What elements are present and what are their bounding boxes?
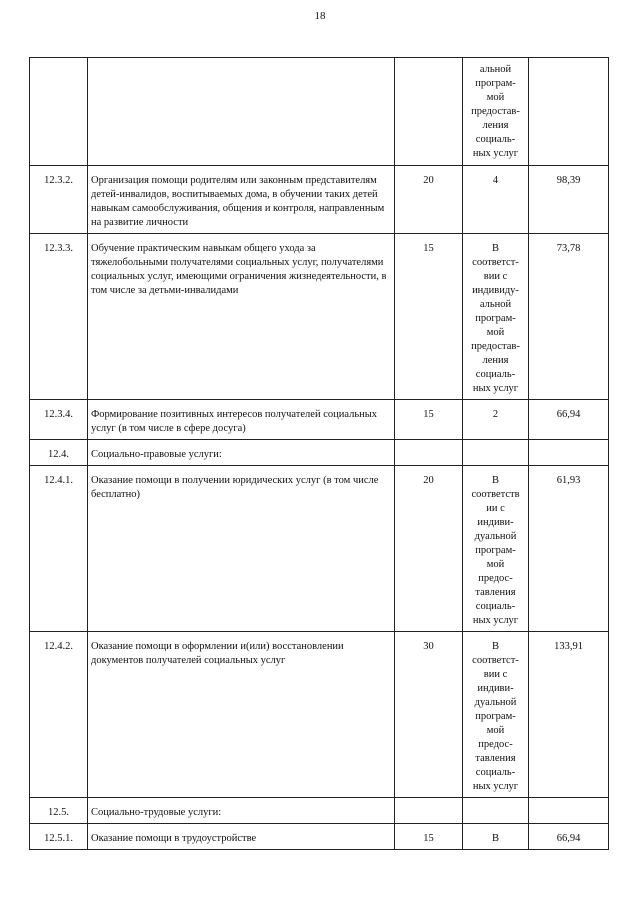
- cell-number-text: 12.3.4.: [44, 409, 73, 420]
- cell-norm: [395, 440, 463, 466]
- cell-number: [30, 234, 88, 400]
- cell-term: [463, 58, 529, 166]
- cell-term: [463, 400, 529, 440]
- cell-description-text: Социально-правовые услуги:: [91, 449, 222, 460]
- cell-term: [463, 466, 529, 632]
- cell-term: [463, 798, 529, 824]
- cell-price-text: 66,94: [556, 833, 581, 844]
- cell-description-text: Социально-трудовые услуги:: [91, 807, 222, 818]
- cell-price-text: 66,94: [556, 409, 581, 420]
- cell-norm-text: 15: [423, 833, 434, 844]
- cell-norm-text: 30: [423, 641, 434, 652]
- cell-number: [30, 166, 88, 234]
- cell-term: [463, 166, 529, 234]
- cell-description-text: Организация помощи родителям или законным представителям детей-инвалидов, воспитываемых дома, в обучении таких детей навыкам самообслуживания, общения и контроля, направленным на развитие личности: [91, 175, 385, 228]
- table-row: [30, 400, 609, 440]
- cell-number-text: 12.4.: [48, 449, 69, 460]
- cell-norm: [395, 632, 463, 798]
- table-row: [30, 798, 609, 824]
- cell-price: [529, 798, 609, 824]
- cell-norm: [395, 466, 463, 632]
- cell-norm: [395, 166, 463, 234]
- cell-term-text: В соответств ии с индиви- дуальной програм- мой предос- тавления социаль- ных услуг: [471, 475, 520, 626]
- cell-price-text: 73,78: [556, 243, 581, 254]
- cell-price-text: 98,39: [556, 175, 581, 186]
- cell-description: [88, 166, 395, 234]
- cell-norm: [395, 824, 463, 850]
- table-row: [30, 632, 609, 798]
- cell-description-text: Оказание помощи в оформлении и(или) восстановлении документов получателей социальных услуг: [91, 641, 344, 666]
- table-row: [30, 440, 609, 466]
- cell-description: [88, 824, 395, 850]
- cell-number: [30, 798, 88, 824]
- cell-term-text: 2: [492, 409, 499, 420]
- cell-price: [529, 824, 609, 850]
- cell-description: [88, 632, 395, 798]
- cell-term-text: В: [491, 833, 499, 844]
- cell-description: [88, 400, 395, 440]
- cell-number: [30, 440, 88, 466]
- cell-number-text: 12.4.2.: [44, 641, 73, 652]
- table-row: [30, 824, 609, 850]
- cell-description: [88, 798, 395, 824]
- cell-number-text: 12.3.2.: [44, 175, 73, 186]
- cell-number-text: 12.4.1.: [44, 475, 73, 486]
- cell-price: [529, 632, 609, 798]
- cell-price: [529, 166, 609, 234]
- cell-price: [529, 58, 609, 166]
- cell-price-text: 133,91: [554, 641, 583, 652]
- cell-number-text: 12.3.3.: [44, 243, 73, 254]
- table-row: [30, 466, 609, 632]
- term-text: альной програм- мой предостав- ления социаль- ных услуг: [471, 64, 520, 159]
- page-number: 18: [314, 10, 326, 22]
- cell-price-text: 61,93: [556, 475, 581, 486]
- table-row-continuation: [30, 58, 609, 166]
- cell-price: [529, 440, 609, 466]
- cell-norm: [395, 234, 463, 400]
- cell-description: [88, 440, 395, 466]
- cell-term: [463, 632, 529, 798]
- cell-price: [529, 400, 609, 440]
- cell-price: [529, 466, 609, 632]
- cell-norm-text: 15: [423, 409, 434, 420]
- cell-number: [30, 632, 88, 798]
- cell-number-text: 12.5.: [48, 807, 69, 818]
- cell-desc: [88, 58, 395, 166]
- cell-norm-text: 20: [423, 175, 434, 186]
- cell-term-text: 4: [492, 175, 499, 186]
- cell-term-text: В соответст- вии с индивиду- альной програм- мой предостав- ления социаль- ных услуг: [471, 243, 520, 394]
- cell-number-text: 12.5.1.: [44, 833, 73, 844]
- cell-norm: [395, 58, 463, 166]
- cell-term-text: В соответст- вии с индиви- дуальной програм- мой предос- тавления социаль- ных услуг: [472, 641, 519, 792]
- cell-description-text: Оказание помощи в получении юридических услуг (в том числе бесплатно): [91, 475, 379, 500]
- cell-number: [30, 466, 88, 632]
- cell-description: [88, 466, 395, 632]
- cell-price: [529, 234, 609, 400]
- services-table: [29, 57, 609, 850]
- cell-number: [30, 400, 88, 440]
- table-row: [30, 166, 609, 234]
- cell-description: [88, 234, 395, 400]
- cell-norm-text: 20: [423, 475, 434, 486]
- cell-num: [30, 58, 88, 166]
- cell-term: [463, 824, 529, 850]
- cell-term: [463, 440, 529, 466]
- cell-number: [30, 824, 88, 850]
- cell-norm-text: 15: [423, 243, 434, 254]
- table-row: [30, 234, 609, 400]
- cell-term: [463, 234, 529, 400]
- cell-description-text: Обучение практическим навыкам общего ухода за тяжелобольными получателями социальных услуг, получателями социальных услуг, имеющими ограничения жизнедеятельности, в том числе за детьми-инвалидами: [91, 243, 387, 296]
- cell-description-text: Формирование позитивных интересов получателей социальных услуг (в том числе в сфере досуга): [91, 409, 378, 434]
- cell-norm: [395, 400, 463, 440]
- cell-norm: [395, 798, 463, 824]
- cell-description-text: Оказание помощи в трудоустройстве: [91, 833, 257, 844]
